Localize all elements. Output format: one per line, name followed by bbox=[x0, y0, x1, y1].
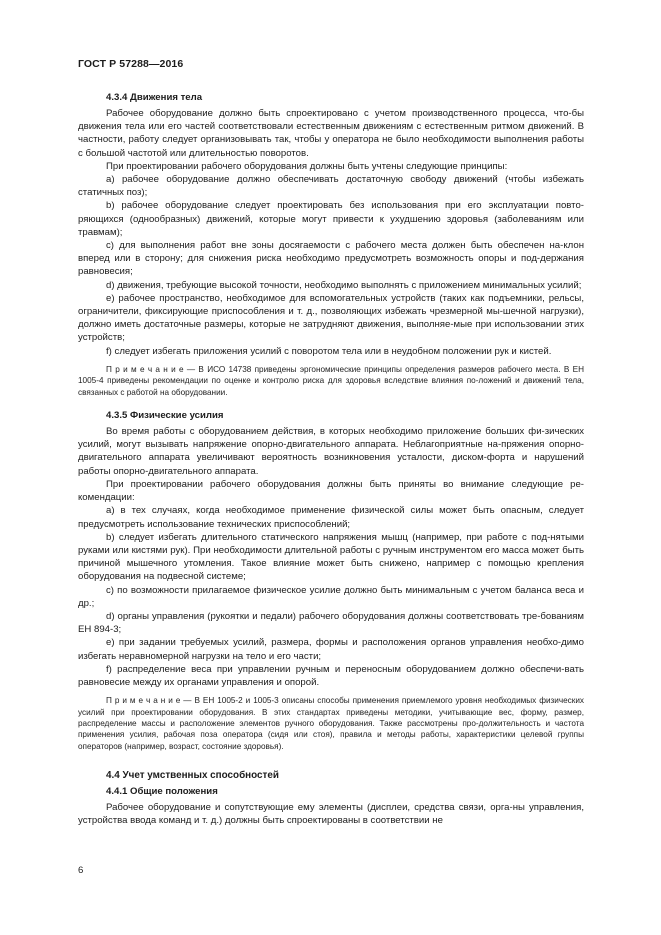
list-item: d) органы управления (рукоятки и педали) рабочего оборудования должны соответствовать тре-бованиям ЕН 894-3; bbox=[78, 610, 584, 636]
section-4-3-4-note bbox=[78, 364, 584, 398]
note-label: П р и м е ч а н и е bbox=[106, 364, 184, 374]
list-item: c) по возможности прилагаемое физическое усилие должно быть минимальным с учетом баланса веса и др.; bbox=[78, 584, 584, 609]
list-item: a) рабочее оборудование должно обеспечивать достаточную свободу движений (чтобы избежать статичных поз); bbox=[78, 174, 584, 199]
section-4-4-title: 4.4 Учет умственных способностей bbox=[106, 770, 279, 782]
section-4-3-4-paragraph: Рабочее оборудование должно быть спроектировано с учетом производственного процесса, что-бы движения тела или его частей соответствовали естественным движениям с естественным ритмом движений. В частности, работу следует организовывать так, чтобы у оператора не было необходимости выполнения работы с большой частотой или длительностью поворотов. bbox=[78, 108, 584, 159]
section-4-4-1-title: 4.4.1 Общие положения bbox=[106, 786, 218, 798]
document-header: ГОСТ Р 57288—2016 bbox=[78, 58, 184, 70]
list-item: f) распределение веса при управлении ручным и переносным оборудованием должно обеспечи-вать равновесие между их органами управления и опорой. bbox=[78, 663, 584, 688]
section-4-3-4-title: 4.3.4 Движения тела bbox=[106, 92, 203, 103]
note-text: — В ЕН 1005-2 и 1005-3 описаны способы применения приемлемого уровня необходимых физических усилий при проектировании оборудования. В этих стандартах приведены методики, учитывающие вес, форму, размер, распределение массы и расположение элементов ручного оборудования. Также рассмотрены про-должительность и частота применения усилия, рабочая поза оператора (сидя или стоя), правила и методы работы, характеристики целевой группы операторов (например, возраст, состояние здоровья). bbox=[78, 696, 585, 751]
section-4-4-1-paragraph: Рабочее оборудование и сопутствующие ему элементы (дисплеи, средства связи, орга-ны управления, устройства ввода команд и т. д.) должны быть спроектированы в соответствии не bbox=[78, 802, 584, 827]
document-page bbox=[78, 58, 584, 828]
list-item: b) рабочее оборудование следует проектировать без использования при его эксплуатации повто-ряющихся (однообразных) движений, которые могут привести к ухудшению здоровья (заболеваниям или травмам); bbox=[78, 200, 584, 238]
section-4-3-5-note bbox=[78, 695, 584, 752]
list-item: e) рабочее пространство, необходимое для вспомогательных устройств (таких как подъемники, рельсы, ограничители, фиксирующие приспособления и т. д., позволяющих избежать чрезмерной мы-шечной нагрузки), должно иметь достаточные размеры, которые не затрудняют движения, выполняе-мые при использовании этих устройств; bbox=[78, 292, 584, 344]
section-4-3-5-title: 4.3.5 Физические усилия bbox=[106, 410, 224, 422]
section-4-3-5-paragraph: При проектировании рабочего оборудования должны быть приняты во внимание следующие ре-комендации: bbox=[78, 478, 584, 504]
page-number: 6 bbox=[78, 865, 84, 876]
list-item: b) следует избегать длительного статического напряжения мышц (например, при работе с под-нятыми руками или кистями рук). При необходимости длительной работы с ручным инструментом его масса может быть причиной мышечного утомления. Такое влияние может быть снижено, например с помощью крепления оборудования на подвесной системе; bbox=[78, 531, 584, 583]
list-item: a) в тех случаях, когда необходимое применение физической силы может быть опасным, следует предусмотреть использование технических приспособлений; bbox=[78, 505, 584, 530]
list-item: d) движения, требующие высокой точности, необходимо выполнять с приложением минимальных усилий; bbox=[106, 279, 582, 291]
section-4-3-5-paragraph: Во время работы с оборудованием действия, в которых необходимо приложение больших фи-зических усилий, могут вызывать напряжение опорно-двигательного аппарата. Неблагоприятные на-пряжения опорно-двигательного аппарата увеличивают вероятность возникновения усталости, диском-форта и нарушений работы опорно-двигательного аппарата. bbox=[78, 426, 584, 477]
list-item: c) для выполнения работ вне зоны досягаемости с рабочего места должен быть обеспечен на-клон вперед или в сторону; для снижения риска необходимо предусмотреть возможность опоры и под-держания равновесия; bbox=[78, 240, 584, 278]
section-4-3-4-paragraph: При проектировании рабочего оборудования должны быть учтены следующие принципы: bbox=[106, 160, 508, 172]
list-item: e) при задании требуемых усилий, размера, формы и расположения органов управления необхо-димо избегать неравномерной нагрузки на тело и его части; bbox=[78, 637, 584, 662]
note-text: — В ИСО 14738 приведены эргономические принципы определения размеров рабочего места. В ЕН 1005-4 приведены рекомендации по оценке и контролю риска для здоровья вследствие влияния по-ложений и движений тела, связанных с работой на оборудовании. bbox=[78, 364, 584, 397]
list-item: f) следует избегать приложения усилий с поворотом тела или в неудобном положении рук и кистей. bbox=[106, 345, 552, 357]
note-label: П р и м е ч а н и е bbox=[106, 696, 181, 706]
